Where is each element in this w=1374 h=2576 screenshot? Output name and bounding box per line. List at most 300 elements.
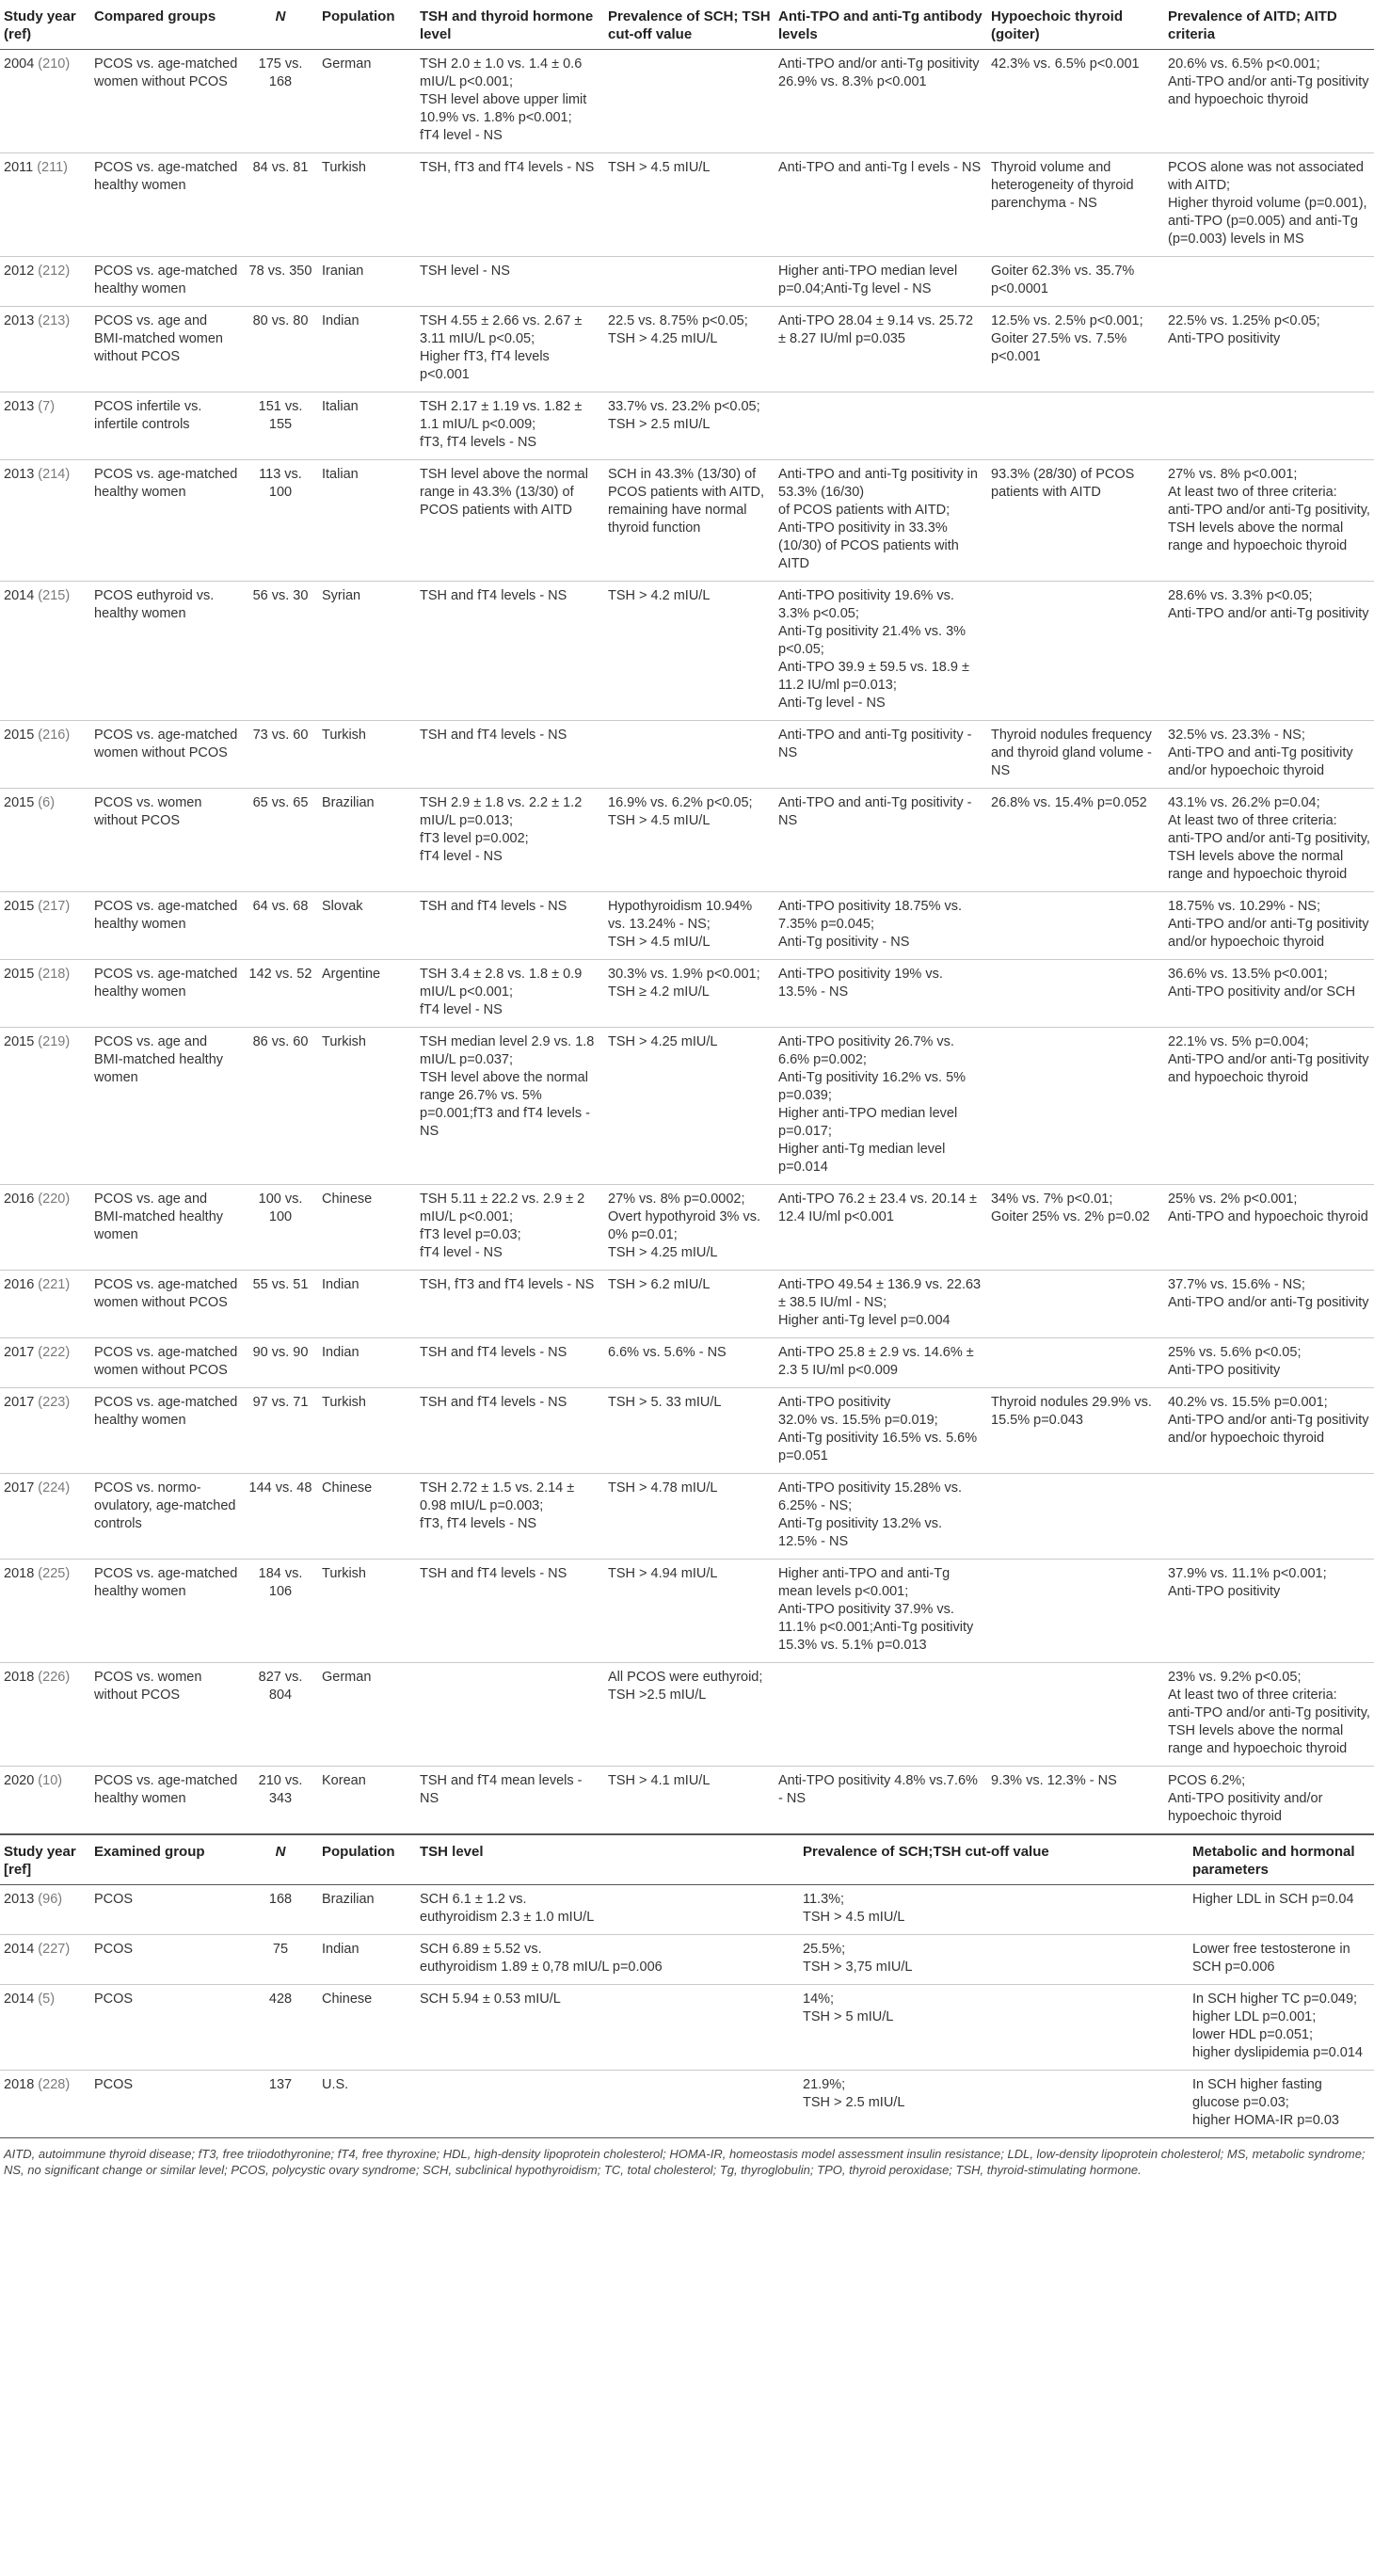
antibody-cell: Anti-TPO positivity 15.28% vs. 6.25% - NS; Anti-Tg positivity 13.2% vs. 12.5% - NS [775,1474,987,1560]
compared-groups-cell: PCOS vs. women without PCOS [90,1663,243,1767]
tsh-cell: TSH and fT4 mean levels - NS [416,1767,604,1834]
reference-link[interactable]: (228) [38,2077,71,2092]
population-cell: Brazilian [318,789,416,892]
col-header-tsh: TSH and thyroid hormone level [416,0,604,50]
n-cell: 64 vs. 68 [243,892,318,960]
hypoechoic-cell [987,1271,1164,1338]
tsh-cell: TSH and fT4 levels - NS [416,1338,604,1388]
study-year-cell [0,392,90,460]
col-header-study-year: Study year [ref] [0,1834,90,1885]
antibody-cell: Higher anti-TPO and anti-Tg mean levels p<0.001; Anti-TPO positivity 37.9% vs. 11.1% p<0.001;Anti-Tg positivity 15.3% vs. 5.1% p=0.013 [775,1560,987,1663]
antibody-cell: Anti-TPO positivity 18.75% vs. 7.35% p=0.045; Anti-Tg positivity - NS [775,892,987,960]
compared-groups-cell: PCOS vs. age-matched healthy women [90,892,243,960]
reference-link[interactable]: (216) [38,728,71,743]
tsh-cell [416,1663,604,1767]
table1-header-row [0,0,1374,50]
study-year-cell [0,257,90,307]
metabolic-cell: In SCH higher TC p=0.049; higher LDL p=0.001; lower HDL p=0.051; higher dyslipidemia p=0.014 [1189,1985,1374,2071]
aitd-cell: 27% vs. 8% p<0.001; At least two of three criteria: anti-TPO and/or anti-Tg positivity, TSH levels above the normal range and hypoechoic thyroid [1164,460,1374,582]
n-cell: 80 vs. 80 [243,307,318,392]
tsh-cell: TSH median level 2.9 vs. 1.8 mIU/L p=0.037; TSH level above the normal range 26.7% vs. 5% p=0.001;fT3 and fT4 levels - NS [416,1028,604,1185]
table-row [0,1663,1374,1767]
n-cell: 168 [268,1892,293,1907]
table-row [0,582,1374,721]
sch-cell: 25.5%; TSH > 3,75 mIU/L [799,1935,1189,1985]
study-year-cell [0,50,90,153]
antibody-cell: Anti-TPO 76.2 ± 23.4 vs. 20.14 ± 12.4 IU/ml p<0.001 [775,1185,987,1271]
study-year: 2011 [4,160,34,175]
population-cell: Chinese [318,1474,416,1560]
hypoechoic-cell [987,1474,1164,1560]
sch-cell: SCH in 43.3% (13/30) of PCOS patients with AITD, remaining have normal thyroid function [604,460,775,582]
study-year: 2013 [4,399,35,414]
tsh-cell: TSH and fT4 levels - NS [416,582,604,721]
reference-link[interactable]: (219) [38,1034,71,1049]
study-year: 2015 [4,967,35,982]
sch-cell: Hypothyroidism 10.94% vs. 13.24% - NS; TSH > 4.5 mIU/L [604,892,775,960]
population-cell: Turkish [318,153,416,257]
compared-groups-cell: PCOS vs. age-matched women without PCOS [90,721,243,789]
table1-body [0,50,1374,1834]
n-cell: 65 vs. 65 [243,789,318,892]
study-year-cell [0,1885,90,1935]
hypoechoic-cell [987,1663,1164,1767]
sch-cell [604,257,775,307]
reference-link[interactable]: (227) [38,1942,71,1957]
study-year: 2012 [4,264,35,279]
study-year: 2017 [4,1480,35,1496]
col-header-aitd: Prevalence of AITD; AITD criteria [1164,0,1374,50]
aitd-cell: 22.1% vs. 5% p=0.004; Anti-TPO and/or anti-Tg positivity and hypoechoic thyroid [1164,1028,1374,1185]
n-cell: 84 vs. 81 [243,153,318,257]
sch-cell: TSH > 4.1 mIU/L [604,1767,775,1834]
examined-group-cell: PCOS [90,1985,243,2071]
tsh-level-cell: SCH 5.94 ± 0.53 mIU/L [416,1985,799,2071]
study-year-cell [0,1474,90,1560]
hypoechoic-cell [987,1338,1164,1388]
sch-cell: 21.9%; TSH > 2.5 mIU/L [799,2071,1189,2138]
study-year: 2015 [4,728,35,743]
aitd-cell: 28.6% vs. 3.3% p<0.05; Anti-TPO and/or anti-Tg positivity [1164,582,1374,721]
hypoechoic-cell: 26.8% vs. 15.4% p=0.052 [987,789,1164,892]
hypoechoic-cell: Thyroid volume and heterogeneity of thyroid parenchyma - NS [987,153,1164,257]
reference-link[interactable]: (212) [38,264,71,279]
examined-group-cell: PCOS [90,2071,243,2138]
reference-link[interactable]: (221) [38,1277,71,1292]
study-year-cell [0,1185,90,1271]
compared-groups-cell: PCOS vs. age and BMI-matched women without PCOS [90,307,243,392]
hypoechoic-cell [987,392,1164,460]
population-cell: Korean [318,1767,416,1834]
population-cell: Indian [318,1271,416,1338]
aitd-cell: 43.1% vs. 26.2% p=0.04; At least two of three criteria: anti-TPO and/or anti-Tg positivity, TSH levels above the normal range and hypoechoic thyroid [1164,789,1374,892]
compared-groups-cell: PCOS vs. age-matched healthy women [90,1560,243,1663]
compared-groups-cell: PCOS euthyroid vs. healthy women [90,582,243,721]
sch-cell: 22.5 vs. 8.75% p<0.05; TSH > 4.25 mIU/L [604,307,775,392]
study-year: 2014 [4,588,35,603]
tsh-cell: TSH 2.0 ± 1.0 vs. 1.4 ± 0.6 mIU/L p<0.001; TSH level above upper limit 10.9% vs. 1.8% p<0.001; fT4 level - NS [420,56,587,143]
compared-groups-cell: PCOS vs. age-matched healthy women [90,153,243,257]
study-year: 2013 [4,1892,35,1907]
study-year: 2015 [4,795,35,810]
study-year: 2018 [4,2077,35,2092]
sch-cell: TSH > 4.25 mIU/L [604,1028,775,1185]
table-row [0,1935,1374,1985]
reference-link[interactable]: (215) [38,588,71,603]
col-header-sch: Prevalence of SCH;TSH cut-off value [799,1834,1189,1885]
col-header-antibodies: Anti-TPO and anti-Tg antibody levels [775,0,987,50]
compared-groups-cell: PCOS vs. age and BMI-matched healthy women [90,1028,243,1185]
study-year-cell [0,1935,90,1985]
compared-groups-cell: PCOS vs. age-matched healthy women [90,460,243,582]
col-header-population: Population [318,1834,416,1885]
aitd-cell [1164,1474,1374,1560]
n-cell: 97 vs. 71 [243,1388,318,1474]
n-cell: 151 vs. 155 [243,392,318,460]
compared-groups-cell: PCOS vs. age-matched healthy women [90,257,243,307]
hypoechoic-cell: 93.3% (28/30) of PCOS patients with AITD [987,460,1164,582]
hypoechoic-cell [987,892,1164,960]
study-year-cell [0,153,90,257]
study-year: 2018 [4,1566,35,1581]
col-header-n: N [243,1834,318,1885]
aitd-cell: 36.6% vs. 13.5% p<0.001; Anti-TPO positivity and/or SCH [1164,960,1374,1028]
antibody-cell: Higher anti-TPO median level p=0.04;Anti-Tg level - NS [775,257,987,307]
study-year: 2017 [4,1395,35,1410]
metabolic-cell: Higher LDL in SCH p=0.04 [1192,1892,1354,1907]
population-cell: German [318,1663,416,1767]
reference-link[interactable]: (225) [38,1566,71,1581]
aitd-cell [1164,392,1374,460]
hypoechoic-cell [987,582,1164,721]
tsh-cell: TSH 3.4 ± 2.8 vs. 1.8 ± 0.9 mIU/L p<0.001; fT4 level - NS [416,960,604,1028]
table-row [0,1560,1374,1663]
antibody-cell: Anti-TPO and anti-Tg positivity - NS [775,789,987,892]
tsh-level-cell: SCH 6.1 ± 1.2 vs. euthyroidism 2.3 ± 1.0 mIU/L [420,1892,595,1925]
n-cell: 86 vs. 60 [243,1028,318,1185]
table-footnote: AITD, autoimmune thyroid disease; fT3, free triiodothyronine; fT4, free thyroxine; HDL, high-density lipoprotein cholesterol; HOMA-IR, homeostasis model assessment insulin resistance; LDL, low-density lipoprotein cholesterol; MS, metabolic syndrome; NS, no significant change or similar level; PCOS, polycystic ovary syndrome; SCH, subclinical hypothyroidism; TC, total cholesterol; Tg, thyroglobulin; TPO, thyroid peroxidase; TSH, thyroid-stimulating hormone. [0,2137,1374,2178]
compared-groups-cell: PCOS vs. women without PCOS [90,789,243,892]
table-row [0,392,1374,460]
study-year: 2015 [4,1034,35,1049]
sch-cell: TSH > 4.78 mIU/L [604,1474,775,1560]
table-row [0,721,1374,789]
col-header-compared-groups: Compared groups [90,0,243,50]
population-cell: Slovak [318,892,416,960]
table-row [0,1338,1374,1388]
col-header-metabolic: Metabolic and hormonal parameters [1189,1834,1374,1885]
population-cell: Italian [318,392,416,460]
population-cell: Brazilian [322,1892,375,1907]
n-cell: 113 vs. 100 [243,460,318,582]
n-cell: 175 vs. 168 [258,56,303,89]
reference-link[interactable]: (213) [38,313,71,328]
n-cell: 144 vs. 48 [243,1474,318,1560]
table2-body [0,1885,1374,2138]
aitd-cell: 20.6% vs. 6.5% p<0.001; Anti-TPO and/or anti-Tg positivity and hypoechoic thyroid [1168,56,1369,107]
table-row [0,960,1374,1028]
tsh-level-cell: SCH 6.89 ± 5.52 vs. euthyroidism 1.89 ± 0,78 mIU/L p=0.006 [416,1935,799,1985]
antibody-cell: Anti-TPO positivity 4.8% vs.7.6% - NS [775,1767,987,1834]
aitd-cell: 25% vs. 5.6% p<0.05; Anti-TPO positivity [1164,1338,1374,1388]
tsh-cell: TSH, fT3 and fT4 levels - NS [416,1271,604,1338]
table-row [0,460,1374,582]
compared-groups-cell: PCOS vs. normo-ovulatory, age-matched controls [90,1474,243,1560]
sch-cell: TSH > 4.94 mIU/L [604,1560,775,1663]
compared-groups-cell: PCOS vs. age-matched women without PCOS [90,1338,243,1388]
population-cell: U.S. [318,2071,416,2138]
examined-group-cell: PCOS [90,1935,243,1985]
reference-link[interactable]: (217) [38,899,71,914]
n-cell: 56 vs. 30 [243,582,318,721]
population-cell: Indian [318,1338,416,1388]
study-year-cell [0,892,90,960]
sch-cell: TSH > 4.2 mIU/L [604,582,775,721]
reference-link[interactable]: (5) [38,1992,56,2007]
n-cell: 184 vs. 106 [243,1560,318,1663]
compared-groups-cell: PCOS vs. age and BMI-matched healthy women [90,1185,243,1271]
table-row [0,307,1374,392]
reference-link[interactable]: (210) [38,56,71,72]
aitd-cell: 37.9% vs. 11.1% p<0.001; Anti-TPO positivity [1164,1560,1374,1663]
study-year-cell [0,2071,90,2138]
study-year-cell [0,307,90,392]
study-year: 2017 [4,1345,35,1360]
table-row [0,789,1374,892]
compared-groups-cell: PCOS vs. age-matched women without PCOS [94,56,238,89]
sch-cell [604,721,775,789]
reference-link[interactable]: (10) [38,1773,63,1788]
metabolic-cell: In SCH higher fasting glucose p=0.03; higher HOMA-IR p=0.03 [1189,2071,1374,2138]
study-year-cell [0,1663,90,1767]
tsh-cell: TSH and fT4 levels - NS [416,1388,604,1474]
hypoechoic-cell: Thyroid nodules 29.9% vs. 15.5% p=0.043 [987,1388,1164,1474]
sch-cell: 30.3% vs. 1.9% p<0.001; TSH ≥ 4.2 mIU/L [604,960,775,1028]
table-row [0,1271,1374,1338]
population-cell: Turkish [318,1028,416,1185]
tsh-cell: TSH level - NS [416,257,604,307]
tsh-cell: TSH level above the normal range in 43.3% (13/30) of PCOS patients with AITD [416,460,604,582]
study-year-cell [0,1028,90,1185]
population-cell: German [322,56,372,72]
antibody-cell: Anti-TPO positivity 26.7% vs. 6.6% p=0.002; Anti-Tg positivity 16.2% vs. 5% p=0.039; Higher anti-TPO median level p=0.017; Higher anti-Tg median level p=0.014 [775,1028,987,1185]
table-row [0,1985,1374,2071]
reference-link[interactable]: (222) [38,1345,71,1360]
study-year-cell [0,789,90,892]
population-cell: Iranian [318,257,416,307]
table-row [0,1474,1374,1560]
table2-header-row [0,1834,1374,1885]
study-year-cell [0,1560,90,1663]
hypoechoic-cell: 34% vs. 7% p<0.01; Goiter 25% vs. 2% p=0.02 [987,1185,1164,1271]
study-year: 2013 [4,467,35,482]
tsh-level-cell [416,2071,799,2138]
aitd-cell: PCOS 6.2%; Anti-TPO positivity and/or hypoechoic thyroid [1164,1767,1374,1834]
tsh-cell: TSH 2.9 ± 1.8 vs. 2.2 ± 1.2 mIU/L p=0.013; fT3 level p=0.002; fT4 level - NS [416,789,604,892]
table-row [0,1185,1374,1271]
n-cell: 78 vs. 350 [243,257,318,307]
study-year-cell [0,1271,90,1338]
study-year-cell [0,460,90,582]
hypoechoic-cell [987,960,1164,1028]
table-row [0,153,1374,257]
table-row [0,1028,1374,1185]
table-row [0,1885,1374,1935]
sch-cell: 16.9% vs. 6.2% p<0.05; TSH > 4.5 mIU/L [604,789,775,892]
reference-link[interactable]: (220) [38,1192,71,1207]
table-row [0,892,1374,960]
population-cell: Italian [318,460,416,582]
tsh-cell: TSH and fT4 levels - NS [416,721,604,789]
tsh-cell: TSH and fT4 levels - NS [416,1560,604,1663]
study-year-cell [0,1388,90,1474]
reference-link[interactable]: (211) [37,160,68,175]
compared-groups-cell: PCOS vs. age-matched healthy women [90,960,243,1028]
compared-groups-cell: PCOS vs. age-matched healthy women [90,1388,243,1474]
n-cell: 73 vs. 60 [243,721,318,789]
col-header-study-year: Study year (ref) [0,0,90,50]
antibody-cell: Anti-TPO and anti-Tg positivity - NS [775,721,987,789]
tsh-cell: TSH and fT4 levels - NS [416,892,604,960]
table-row [0,1388,1374,1474]
n-cell: 75 [243,1935,318,1985]
study-year: 2018 [4,1670,35,1685]
population-cell: Argentine [318,960,416,1028]
reference-link[interactable]: (218) [38,967,71,982]
study-year: 2016 [4,1192,35,1207]
n-cell: 428 [243,1985,318,2071]
population-cell: Chinese [318,1985,416,2071]
sch-cell: 33.7% vs. 23.2% p<0.05; TSH > 2.5 mIU/L [604,392,775,460]
aitd-cell: 22.5% vs. 1.25% p<0.05; Anti-TPO positivity [1164,307,1374,392]
n-cell: 90 vs. 90 [243,1338,318,1388]
tsh-cell: TSH 2.72 ± 1.5 vs. 2.14 ± 0.98 mIU/L p=0.003; fT3, fT4 levels - NS [416,1474,604,1560]
population-cell: Indian [318,1935,416,1985]
sch-cell: 14%; TSH > 5 mIU/L [799,1985,1189,2071]
study-year-cell [0,721,90,789]
table-row [0,1767,1374,1834]
study-year-cell [0,960,90,1028]
n-cell: 142 vs. 52 [243,960,318,1028]
study-year-cell [0,1985,90,2071]
col-header-n: N [243,0,318,50]
reference-link[interactable]: (96) [38,1892,63,1907]
antibody-cell: Anti-TPO 28.04 ± 9.14 vs. 25.72 ± 8.27 IU/ml p=0.035 [775,307,987,392]
antibody-cell: Anti-TPO and anti-Tg positivity in 53.3% (16/30) of PCOS patients with AITD; Anti-TPO positivity in 33.3% (10/30) of PCOS patients with AITD [775,460,987,582]
col-header-tsh-level: TSH level [416,1834,799,1885]
n-cell: 137 [243,2071,318,2138]
antibody-cell: Anti-TPO positivity 19% vs. 13.5% - NS [775,960,987,1028]
hypoechoic-cell: 12.5% vs. 2.5% p<0.001; Goiter 27.5% vs. 7.5% p<0.001 [987,307,1164,392]
sch-cell: 11.3%; TSH > 4.5 mIU/L [803,1892,905,1925]
col-header-population: Population [318,0,416,50]
compared-groups-cell: PCOS infertile vs. infertile controls [90,392,243,460]
population-cell: Syrian [318,582,416,721]
n-cell: 55 vs. 51 [243,1271,318,1338]
n-cell: 827 vs. 804 [243,1663,318,1767]
antibody-cell: Anti-TPO and/or anti-Tg positivity 26.9% vs. 8.3% p<0.001 [778,56,980,89]
hypoechoic-cell: Thyroid nodules frequency and thyroid gland volume - NS [987,721,1164,789]
examined-group-cell: PCOS [94,1892,134,1907]
n-cell: 100 vs. 100 [243,1185,318,1271]
col-header-examined-group: Examined group [90,1834,243,1885]
tsh-cell: TSH 4.55 ± 2.66 vs. 2.67 ± 3.11 mIU/L p<0.05; Higher fT3, fT4 levels p<0.001 [416,307,604,392]
sch-cell: TSH > 4.5 mIU/L [604,153,775,257]
aitd-cell: PCOS alone was not associated with AITD; Higher thyroid volume (p=0.001), anti-TPO (p=0.005) and anti-Tg (p=0.003) levels in MS [1164,153,1374,257]
aitd-cell: 32.5% vs. 23.3% - NS; Anti-TPO and anti-Tg positivity and/or hypoechoic thyroid [1164,721,1374,789]
aitd-cell [1164,257,1374,307]
col-header-sch: Prevalence of SCH; TSH cut-off value [604,0,775,50]
population-cell: Turkish [318,1560,416,1663]
hypoechoic-cell: Goiter 62.3% vs. 35.7% p<0.0001 [987,257,1164,307]
sch-cell: 6.6% vs. 5.6% - NS [604,1338,775,1388]
population-cell: Indian [318,307,416,392]
col-header-hypoechoic: Hypoechoic thyroid (goiter) [987,0,1164,50]
reference-link[interactable]: (6) [38,795,56,810]
study-year: 2004 [4,56,35,72]
tsh-cell: TSH 5.11 ± 22.2 vs. 2.9 ± 2 mIU/L p<0.001; fT3 level p=0.03; fT4 level - NS [416,1185,604,1271]
aitd-cell: 40.2% vs. 15.5% p=0.001; Anti-TPO and/or anti-Tg positivity and/or hypoechoic thyroid [1164,1388,1374,1474]
reference-link[interactable]: (214) [38,467,71,482]
reference-link[interactable]: (223) [38,1395,71,1410]
sch-cell: All PCOS were euthyroid; TSH >2.5 mIU/L [604,1663,775,1767]
aitd-cell: 37.7% vs. 15.6% - NS; Anti-TPO and/or anti-Tg positivity [1164,1271,1374,1338]
antibody-cell [775,1663,987,1767]
study-year: 2016 [4,1277,35,1292]
reference-link[interactable]: (224) [38,1480,71,1496]
hypoechoic-cell [987,1028,1164,1185]
study-year: 2014 [4,1992,35,2007]
reference-link[interactable]: (7) [38,399,56,414]
population-cell: Chinese [318,1185,416,1271]
sch-cell [604,50,775,153]
antibody-cell: Anti-TPO positivity 19.6% vs. 3.3% p<0.05; Anti-Tg positivity 21.4% vs. 3% p<0.05; Anti-TPO 39.9 ± 59.5 vs. 18.9 ± 11.2 IU/ml p=0.013; Anti-Tg level - NS [775,582,987,721]
study-year: 2013 [4,313,35,328]
antibody-cell [775,392,987,460]
table-row [0,257,1374,307]
tsh-cell: TSH, fT3 and fT4 levels - NS [416,153,604,257]
antibody-cell: Anti-TPO positivity 32.0% vs. 15.5% p=0.019; Anti-Tg positivity 16.5% vs. 5.6% p=0.051 [775,1388,987,1474]
study-year-cell [0,582,90,721]
population-cell: Turkish [318,1388,416,1474]
aitd-cell: 23% vs. 9.2% p<0.05; At least two of three criteria: anti-TPO and/or anti-Tg positivity, TSH levels above the normal range and hypoechoic thyroid [1164,1663,1374,1767]
compared-groups-cell: PCOS vs. age-matched healthy women [90,1767,243,1834]
reference-link[interactable]: (226) [38,1670,71,1685]
examined-group-table [0,1833,1374,2137]
n-cell: 210 vs. 343 [243,1767,318,1834]
aitd-cell: 18.75% vs. 10.29% - NS; Anti-TPO and/or anti-Tg positivity and/or hypoechoic thyroid [1164,892,1374,960]
sch-cell: 27% vs. 8% p=0.0002; Overt hypothyroid 3% vs. 0% p=0.01; TSH > 4.25 mIU/L [604,1185,775,1271]
antibody-cell: Anti-TPO and anti-Tg l evels - NS [775,153,987,257]
hypoechoic-cell [987,1560,1164,1663]
sch-cell: TSH > 5. 33 mIU/L [604,1388,775,1474]
hypoechoic-cell: 9.3% vs. 12.3% - NS [987,1767,1164,1834]
compared-groups-cell: PCOS vs. age-matched women without PCOS [90,1271,243,1338]
hypoechoic-cell: 42.3% vs. 6.5% p<0.001 [991,56,1140,72]
study-year: 2015 [4,899,35,914]
study-year: 2014 [4,1942,35,1957]
table-row [0,50,1374,153]
sch-cell: TSH > 6.2 mIU/L [604,1271,775,1338]
population-cell: Turkish [318,721,416,789]
study-year: 2020 [4,1773,35,1788]
study-year-cell [0,1767,90,1834]
antibody-cell: Anti-TPO 49.54 ± 136.9 vs. 22.63 ± 38.5 IU/ml - NS; Higher anti-Tg level p=0.004 [775,1271,987,1338]
antibody-cell: Anti-TPO 25.8 ± 2.9 vs. 14.6% ± 2.3 5 IU/ml p<0.009 [775,1338,987,1388]
study-year-cell [0,1338,90,1388]
tsh-cell: TSH 2.17 ± 1.19 vs. 1.82 ± 1.1 mIU/L p<0.009; fT3, fT4 levels - NS [416,392,604,460]
table-row [0,2071,1374,2138]
